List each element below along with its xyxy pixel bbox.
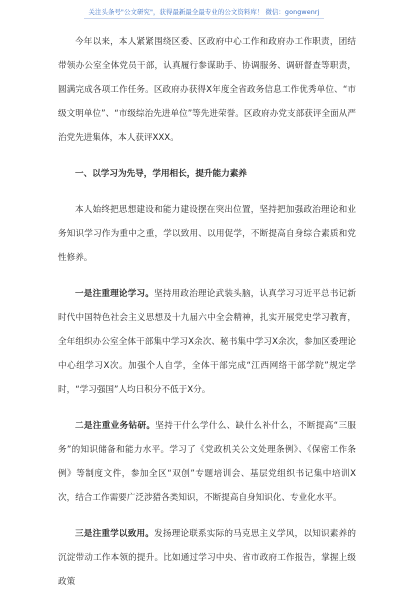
paragraph-text: 坚持干什么学什么、缺什么补什么，不断提高“三服务”的知识储备和能力水平。学习了《党政机关公文处理条例》、《保密工作条例》等制度文件，参加全区“双创”专题培训会、基层党组织书记集中培训X次，结合工作需要广泛涉猎各类知识，不断提高自身知识化、专业化水平。 bbox=[58, 421, 356, 503]
point-lead: 一是注重理论学习。 bbox=[75, 289, 155, 299]
spacer bbox=[58, 270, 356, 282]
point-paragraph-business-study bbox=[58, 414, 356, 510]
paragraph-text: 今年以来，本人紧紧围绕区委、区政府中心工作和政府办工作职责，团结带领办公室全体党员干部，认真履行参谋助手、协调服务、调研督查等职责，圆满完成各项工作任务。区政府办获得X年度全省政务信息工作优秀单位、“市级文明单位”、“市级综治先进单位”等先进荣誉。区政府办党支部获评全面从严治党先进集体，本人获评XXX。 bbox=[58, 37, 356, 143]
point-lead: 二是注重业务钻研。 bbox=[75, 421, 156, 431]
document-body bbox=[58, 30, 356, 594]
header-banner bbox=[0, 2, 408, 24]
paragraph-text: 坚持用政治理论武装头脑，认真学习习近平总书记新时代中国特色社会主义思想及十九届六中全会精神，扎实开展党史学习教育，全年组织办公室全体干部集中学习X余次、秘书集中学习X余次，参加区委理论中心组学习X次。加强个人自学，全体干部完成“江西网络干部学院”规定学时，“学习强国”人均日积分不低于X分。 bbox=[58, 289, 356, 395]
paragraph-text: 发扬理论联系实际的马克思主义学风，以知识素养的沉淀带动工作本领的提升。比如通过学习中央、省市政府工作报告，掌握上级政策 bbox=[58, 529, 356, 587]
intro-paragraph bbox=[58, 30, 356, 150]
section-heading bbox=[58, 162, 356, 186]
paragraph-text: 本人始终把思想建设和能力建设摆在突出位置，坚持把加强政治理论和业务知识学习作为重中之重，学以致用、以用促学，不断提高自身综合素质和党性修养。 bbox=[58, 205, 356, 263]
point-lead: 三是注重学以致用。 bbox=[75, 529, 155, 539]
banner-text: 关注头条号"公文研究"，获得最新最全最专业的公文资料库！ 微信：gongwenrj bbox=[84, 7, 323, 19]
point-paragraph-theory-study bbox=[58, 282, 356, 402]
point-paragraph-apply-learning bbox=[58, 522, 356, 594]
spacer bbox=[58, 402, 356, 414]
spacer bbox=[58, 186, 356, 198]
body-paragraph bbox=[58, 198, 356, 270]
spacer bbox=[58, 150, 356, 162]
spacer bbox=[58, 510, 356, 522]
heading-text: 一、以学习为先导，学用相长，提升能力素养 bbox=[75, 169, 247, 179]
